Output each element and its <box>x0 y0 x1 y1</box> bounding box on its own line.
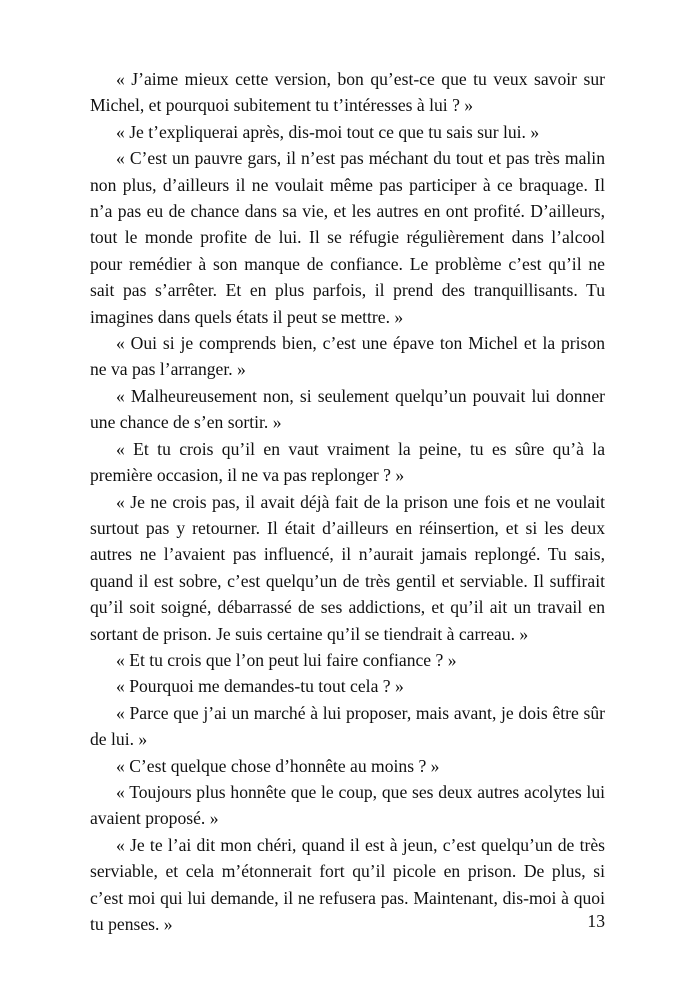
paragraph: « Oui si je comprends bien, c’est une épave ton Michel et la prison ne va pas l’arranger. » <box>90 333 605 380</box>
paragraph: « Toujours plus honnête que le coup, que ses deux autres acolytes lui avaient proposé. » <box>90 781 605 829</box>
paragraph: « Je ne crois pas, il avait déjà fait de la prison une fois et ne voulait surtout pas y retourner. Il était d’ailleurs en réinsertion, et si les deux autres ne l’avaient pas influencé, il n’aurait jamais replongé. Tu sais, quand il est sobre, c’est quelqu’un de très gentil et serviable. Il suffirait qu’il soit soigné, débarrassé de ses addictions, et qu’il ait un travail en sortant de prison. Je suis certaine qu’il se tiendrait à carreau. » <box>90 491 605 644</box>
paragraph: « Et tu crois qu’il en vaut vraiment la peine, tu es sûre qu’à la première occasion, il ne va pas replonger ? » <box>90 438 605 486</box>
paragraph: « Je te l’ai dit mon chéri, quand il est à jeun, c’est quelqu’un de très serviable, et cela m’étonnerait fort qu’il picole en prison. De plus, si c’est moi qui lui demande, il ne refusera pas. Maintenant, dis-moi à quoi tu penses. » <box>90 834 605 934</box>
paragraph: « Et tu crois que l’on peut lui faire confiance ? » <box>116 649 457 670</box>
paragraph: « Pourquoi me demandes-tu tout cela ? » <box>116 676 404 697</box>
paragraph: « J’aime mieux cette version, bon qu’est-ce que tu veux savoir sur Michel, et pourquoi subitement tu t’intéresses à lui ? » <box>90 69 605 116</box>
paragraph: « Parce que j’ai un marché à lui proposer, mais avant, je dois être sûr de lui. » <box>90 702 605 750</box>
paragraph: « Je t’expliquerai après, dis-moi tout ce que tu sais sur lui. » <box>116 121 540 142</box>
page-number: 13 <box>587 911 605 931</box>
paragraph: « C’est quelque chose d’honnête au moins ? » <box>116 755 440 776</box>
paragraph: « C’est un pauvre gars, il n’est pas méchant du tout et pas très malin non plus, d’ailleurs il ne voulait même pas participer à ce braquage. Il n’a pas eu de chance dans sa vie, et les autres en ont profité. D’ailleurs, tout le monde profite de lui. Il se réfugie régulièrement dans l’alcool pour remédier à son manque de confiance. Le problème c’est qu’il ne sait pas s’arrêter. Et en plus parfois, il prend des tranquillisants. Tu imagines dans quels états il peut se mettre. » <box>90 148 605 327</box>
page-body <box>90 66 605 937</box>
paragraph: « Malheureusement non, si seulement quelqu’un pouvait lui donner une chance de s’en sortir. » <box>90 385 605 433</box>
